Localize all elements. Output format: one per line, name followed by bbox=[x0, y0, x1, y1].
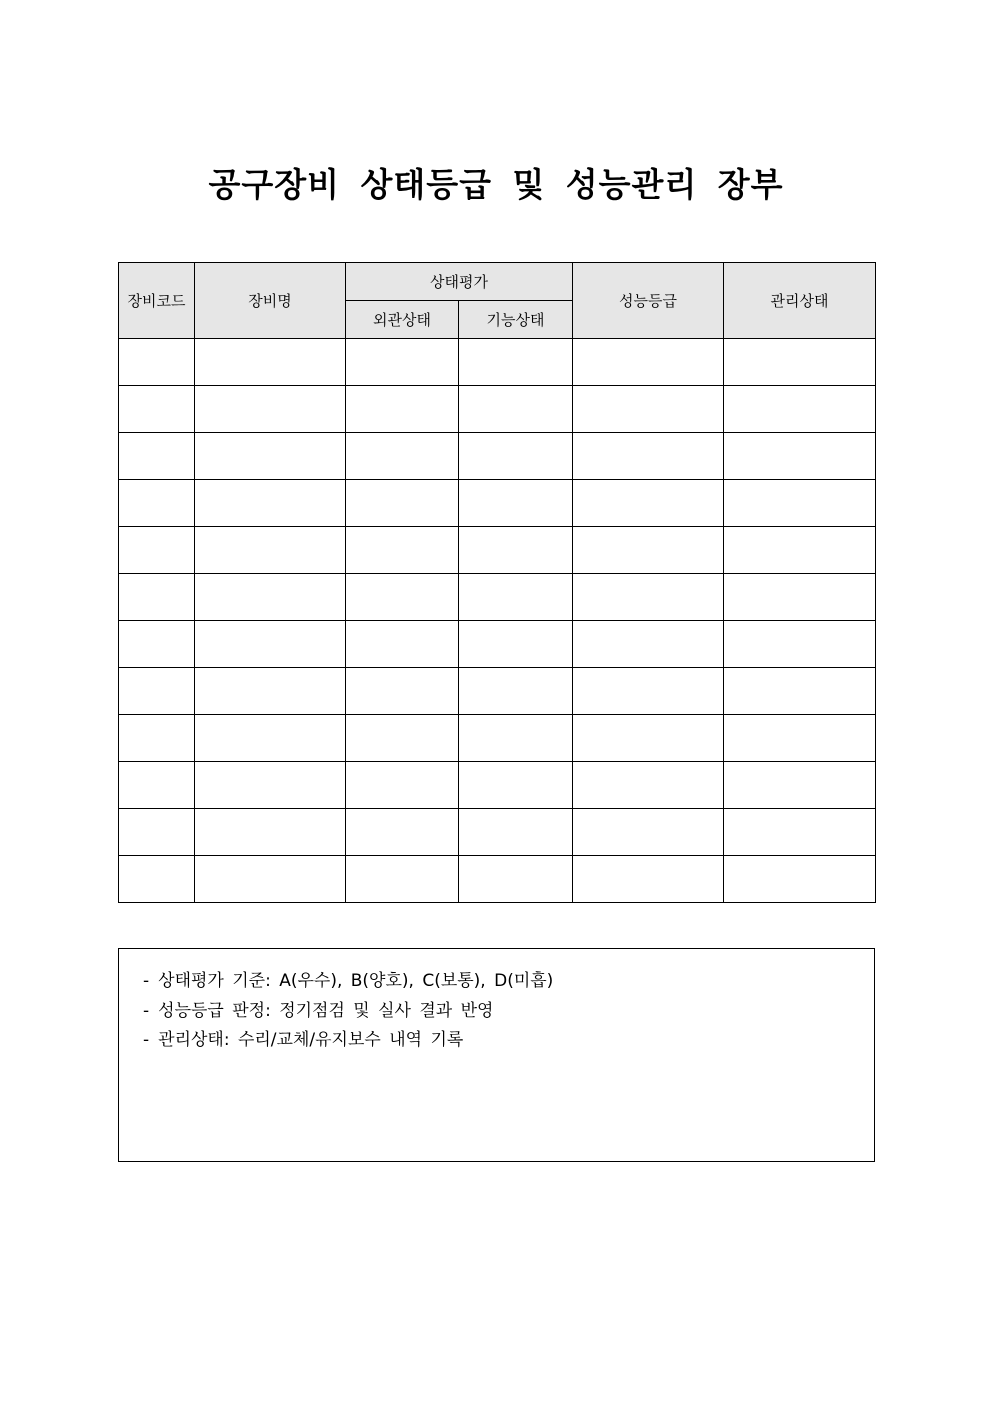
table-cell[interactable] bbox=[119, 668, 195, 715]
table-cell[interactable] bbox=[119, 621, 195, 668]
table-cell[interactable] bbox=[724, 715, 876, 762]
header-appearance-status: 외관상태 bbox=[346, 301, 459, 339]
table-row bbox=[119, 668, 876, 715]
table-cell[interactable] bbox=[724, 480, 876, 527]
table-row bbox=[119, 386, 876, 433]
table-cell[interactable] bbox=[346, 433, 459, 480]
note-item: - 성능등급 판정: 정기점검 및 실사 결과 반영 bbox=[143, 997, 874, 1027]
header-performance-grade: 성능등급 bbox=[573, 263, 724, 339]
table-cell[interactable] bbox=[195, 527, 346, 574]
table-cell[interactable] bbox=[119, 527, 195, 574]
table-cell[interactable] bbox=[573, 339, 724, 386]
table-cell[interactable] bbox=[459, 574, 573, 621]
table-cell[interactable] bbox=[459, 668, 573, 715]
table-cell[interactable] bbox=[724, 668, 876, 715]
table-cell[interactable] bbox=[459, 527, 573, 574]
header-management-status: 관리상태 bbox=[724, 263, 876, 339]
header-row-1 bbox=[119, 263, 876, 301]
table-cell[interactable] bbox=[573, 621, 724, 668]
document-title: 공구장비 상태등급 및 성능관리 장부 bbox=[208, 165, 784, 204]
table-cell[interactable] bbox=[346, 480, 459, 527]
note-item: - 상태평가 기준: A(우수), B(양호), C(보통), D(미흡) bbox=[143, 967, 874, 997]
table-row bbox=[119, 433, 876, 480]
ledger-body bbox=[119, 339, 876, 903]
table-cell[interactable] bbox=[119, 386, 195, 433]
table-cell[interactable] bbox=[119, 856, 195, 903]
table-row bbox=[119, 574, 876, 621]
table-cell[interactable] bbox=[459, 809, 573, 856]
table-cell[interactable] bbox=[195, 574, 346, 621]
table-cell[interactable] bbox=[346, 856, 459, 903]
table-row bbox=[119, 762, 876, 809]
table-cell[interactable] bbox=[573, 809, 724, 856]
table-cell[interactable] bbox=[346, 339, 459, 386]
table-cell[interactable] bbox=[346, 715, 459, 762]
table-cell[interactable] bbox=[119, 433, 195, 480]
table-cell[interactable] bbox=[573, 480, 724, 527]
table-cell[interactable] bbox=[573, 762, 724, 809]
table-cell[interactable] bbox=[573, 527, 724, 574]
table-cell[interactable] bbox=[195, 762, 346, 809]
table-cell[interactable] bbox=[573, 574, 724, 621]
table-cell[interactable] bbox=[195, 809, 346, 856]
table-cell[interactable] bbox=[195, 715, 346, 762]
table-cell[interactable] bbox=[119, 762, 195, 809]
header-function-status: 기능상태 bbox=[459, 301, 573, 339]
table-cell[interactable] bbox=[195, 339, 346, 386]
table-row bbox=[119, 856, 876, 903]
table-cell[interactable] bbox=[346, 621, 459, 668]
table-cell[interactable] bbox=[459, 480, 573, 527]
table-cell[interactable] bbox=[459, 762, 573, 809]
table-row bbox=[119, 809, 876, 856]
notes-box bbox=[118, 948, 875, 1162]
table-cell[interactable] bbox=[459, 386, 573, 433]
table-cell[interactable] bbox=[195, 668, 346, 715]
header-status-evaluation: 상태평가 bbox=[346, 263, 573, 301]
table-row bbox=[119, 527, 876, 574]
table-cell[interactable] bbox=[724, 809, 876, 856]
table-cell[interactable] bbox=[573, 856, 724, 903]
table-cell[interactable] bbox=[573, 668, 724, 715]
table-cell[interactable] bbox=[119, 715, 195, 762]
table-cell[interactable] bbox=[195, 480, 346, 527]
table-cell[interactable] bbox=[573, 433, 724, 480]
table-row bbox=[119, 339, 876, 386]
notes-list bbox=[119, 949, 874, 1056]
table-row bbox=[119, 480, 876, 527]
table-cell[interactable] bbox=[195, 621, 346, 668]
table-cell[interactable] bbox=[119, 339, 195, 386]
table-cell[interactable] bbox=[346, 386, 459, 433]
table-cell[interactable] bbox=[573, 386, 724, 433]
equipment-ledger-table bbox=[118, 262, 876, 903]
table-cell[interactable] bbox=[459, 856, 573, 903]
table-cell[interactable] bbox=[346, 668, 459, 715]
note-item: - 관리상태: 수리/교체/유지보수 내역 기록 bbox=[143, 1026, 874, 1056]
table-cell[interactable] bbox=[195, 386, 346, 433]
header-equipment-code: 장비코드 bbox=[119, 263, 195, 339]
table-cell[interactable] bbox=[724, 433, 876, 480]
table-cell[interactable] bbox=[573, 715, 724, 762]
header-equipment-name: 장비명 bbox=[195, 263, 346, 339]
table-cell[interactable] bbox=[346, 809, 459, 856]
table-cell[interactable] bbox=[724, 527, 876, 574]
table-cell[interactable] bbox=[724, 856, 876, 903]
table-row bbox=[119, 621, 876, 668]
table-cell[interactable] bbox=[346, 762, 459, 809]
table-cell[interactable] bbox=[195, 433, 346, 480]
table-cell[interactable] bbox=[346, 527, 459, 574]
table-cell[interactable] bbox=[459, 433, 573, 480]
table-cell[interactable] bbox=[195, 856, 346, 903]
table-cell[interactable] bbox=[119, 574, 195, 621]
table-cell[interactable] bbox=[724, 386, 876, 433]
table-row bbox=[119, 715, 876, 762]
table-cell[interactable] bbox=[724, 762, 876, 809]
table-cell[interactable] bbox=[724, 574, 876, 621]
table-cell[interactable] bbox=[459, 339, 573, 386]
table-cell[interactable] bbox=[119, 480, 195, 527]
table-cell[interactable] bbox=[119, 809, 195, 856]
table-cell[interactable] bbox=[459, 715, 573, 762]
table-cell[interactable] bbox=[724, 621, 876, 668]
table-cell[interactable] bbox=[724, 339, 876, 386]
table-cell[interactable] bbox=[459, 621, 573, 668]
table-cell[interactable] bbox=[346, 574, 459, 621]
